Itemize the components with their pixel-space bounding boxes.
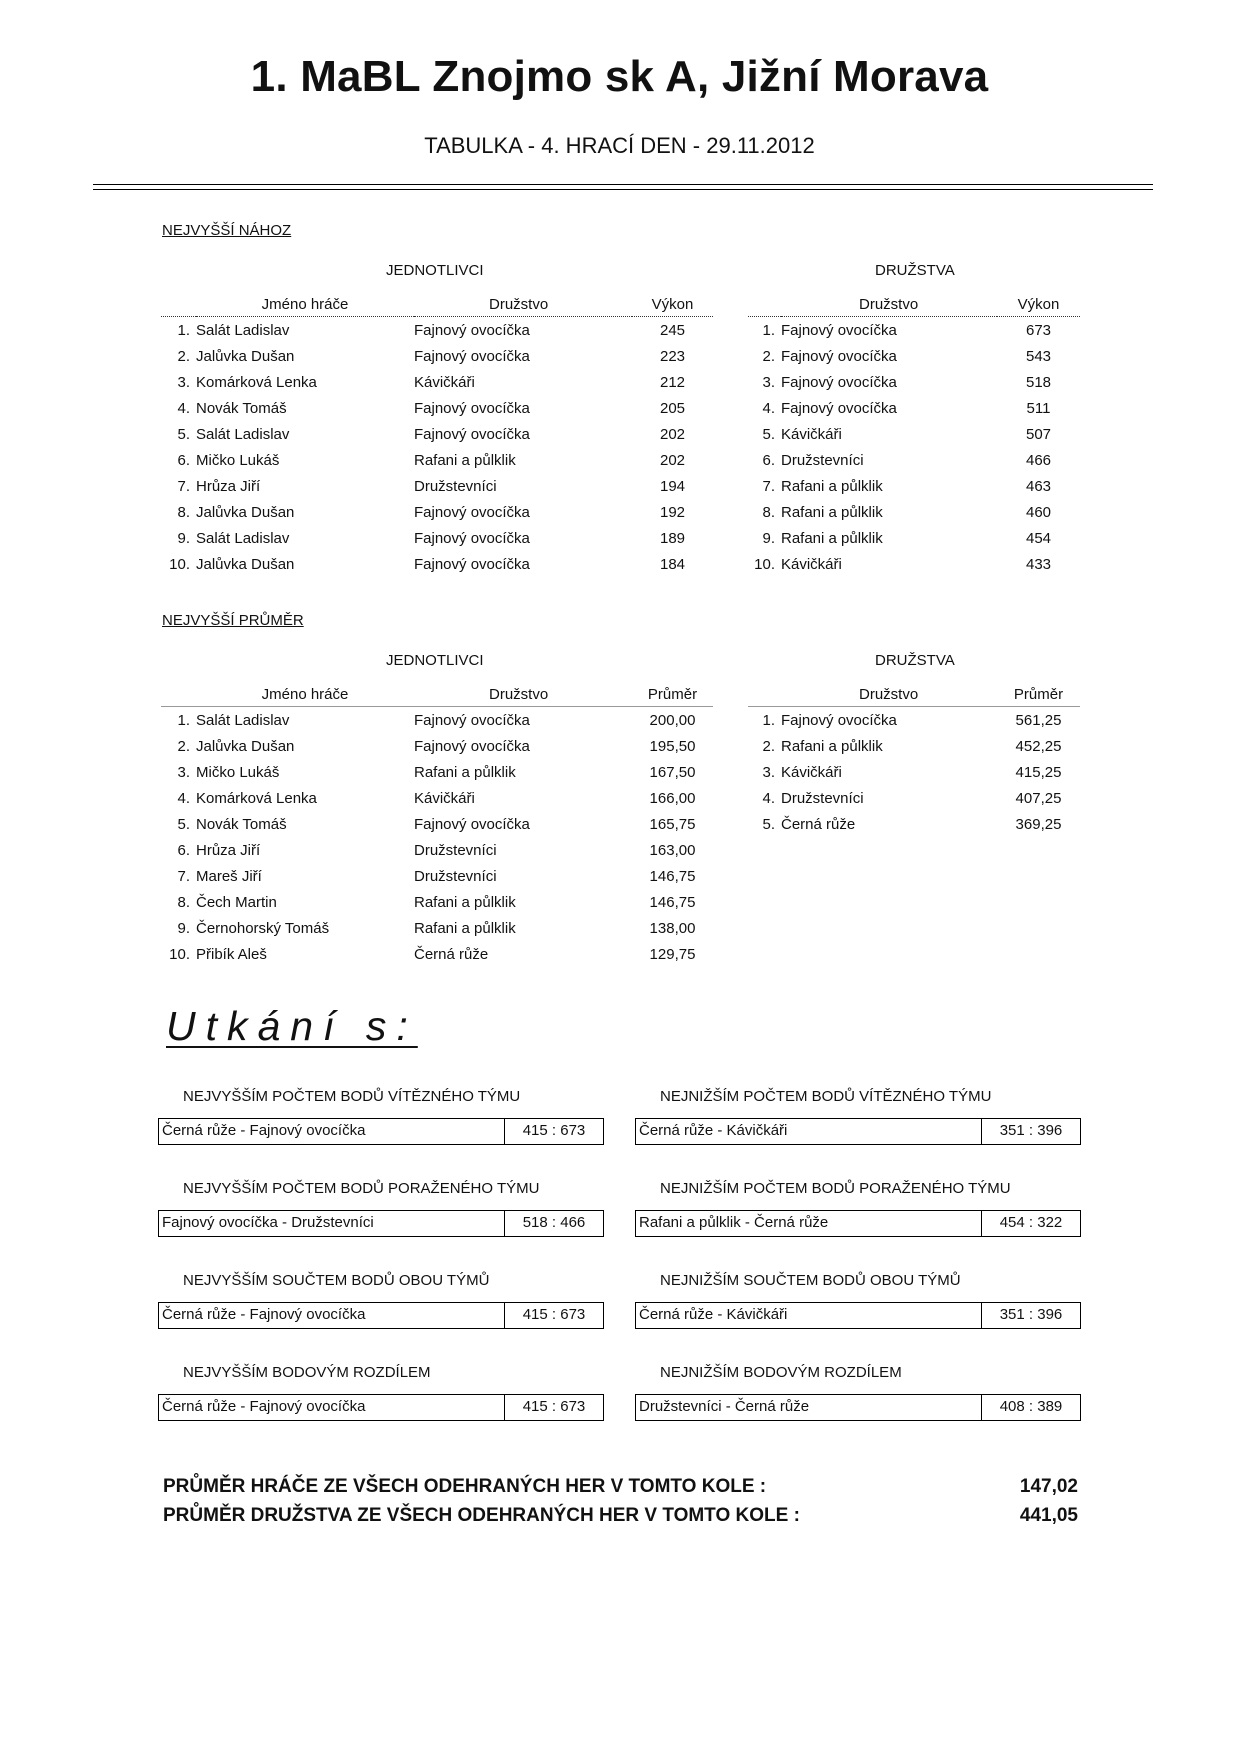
team-name-cell: Rafani a půlklik [781,477,883,495]
table-row [161,447,713,473]
match-score: 518 : 466 [522,1214,586,1231]
individuals-heading: JEDNOTLIVCI [386,652,484,669]
value-cell: 202 [659,425,686,443]
value-cell: 223 [659,347,686,365]
column-header-team: Družstvo [781,682,997,707]
match-teams: Černá růže - Fajnový ovocíčka [159,1303,505,1328]
value-cell: 205 [659,399,686,417]
value-cell: 369,25 [1015,815,1062,833]
individuals-heading: JEDNOTLIVCI [386,262,484,279]
team-name-cell: Fajnový ovocíčka [414,425,530,443]
value-cell: 452,25 [1015,737,1062,755]
column-header-value: Průměr [632,682,713,707]
match-teams: Černá růže - Fajnový ovocíčka [159,1395,505,1420]
table-header-row [161,292,713,317]
team-name-cell: Družstevníci [781,451,864,469]
match-category-label: NEJVYŠŠÍM SOUČTEM BODŮ OBOU TÝMŮ [183,1272,490,1289]
value-cell: 543 [1025,347,1052,365]
player-name-cell: Mičko Lukáš [196,763,280,781]
team-throw-table [748,292,1080,577]
table-row [748,343,1080,369]
value-cell: 146,75 [649,867,696,885]
match-teams: Družstevníci - Černá růže [636,1395,982,1420]
team-name-cell: Fajnový ovocíčka [781,321,897,339]
rank-cell: 9. [762,529,775,547]
table-row [161,785,713,811]
value-cell: 212 [659,373,686,391]
match-result-box [158,1394,604,1421]
player-name-cell: Salát Ladislav [196,321,290,339]
team-name-cell: Fajnový ovocíčka [781,347,897,365]
table-row [161,707,713,734]
rank-cell: 10. [169,555,190,573]
individual-throw-table [161,292,713,577]
column-header-player: Jméno hráče [196,292,414,317]
match-score: 415 : 673 [522,1306,586,1323]
table-row [748,707,1080,734]
matches-heading: Utkání s: [166,1003,418,1049]
player-name-cell: Komárková Lenka [196,789,317,807]
rank-cell: 1. [762,711,775,729]
value-cell: 454 [1025,529,1052,547]
match-category-label: NEJVYŠŠÍM POČTEM BODŮ VÍTĚZNÉHO TÝMU [183,1088,521,1105]
match-teams: Černá růže - Kávičkáři [636,1303,982,1328]
table-row [161,421,713,447]
team-name-cell: Fajnový ovocíčka [414,529,530,547]
rank-cell: 2. [177,347,190,365]
match-category-label: NEJNIŽŠÍM SOUČTEM BODŮ OBOU TÝMŮ [660,1272,961,1289]
rank-cell: 7. [177,477,190,495]
rank-cell: 5. [762,815,775,833]
table-row [161,863,713,889]
column-header-value: Průměr [997,682,1080,707]
player-name-cell: Novák Tomáš [196,399,287,417]
team-name-cell: Kávičkáři [781,555,842,573]
table-row [748,785,1080,811]
rank-cell: 4. [762,789,775,807]
player-name-cell: Hrůza Jiří [196,477,261,495]
value-cell: 507 [1025,425,1052,443]
column-header-value: Výkon [632,292,713,317]
table-row [748,551,1080,577]
table-row [748,447,1080,473]
table-row [748,395,1080,421]
team-name-cell: Fajnový ovocíčka [414,737,530,755]
rank-cell: 10. [754,555,775,573]
table-header-row [748,292,1080,317]
individual-average-table [161,682,713,967]
table-row [748,811,1080,837]
match-result-box [635,1302,1081,1329]
value-cell: 460 [1025,503,1052,521]
table-row [161,811,713,837]
match-result-box [158,1118,604,1145]
player-name-cell: Černohorský Tomáš [196,919,330,937]
match-score: 351 : 396 [999,1122,1063,1139]
rank-cell: 8. [762,503,775,521]
rank-cell: 5. [762,425,775,443]
value-cell: 518 [1025,373,1052,391]
table-row [748,525,1080,551]
value-cell: 192 [659,503,686,521]
table-header-row [748,682,1080,707]
rank-cell: 3. [762,763,775,781]
rank-cell: 7. [177,867,190,885]
team-name-cell: Rafani a půlklik [781,737,883,755]
column-header-player: Jméno hráče [196,682,414,707]
value-cell: 202 [659,451,686,469]
player-name-cell: Mareš Jiří [196,867,262,885]
team-name-cell: Družstevníci [414,477,497,495]
rank-cell: 8. [177,893,190,911]
value-cell: 245 [659,321,686,339]
value-cell: 415,25 [1015,763,1062,781]
player-name-cell: Novák Tomáš [196,815,287,833]
rank-cell: 3. [177,763,190,781]
page-title: 1. MaBL Znojmo sk A, Jižní Morava [250,52,989,101]
table-row [161,525,713,551]
player-name-cell: Čech Martin [196,893,277,911]
player-name-cell: Salát Ladislav [196,425,290,443]
match-teams: Rafani a půlklik - Černá růže [636,1211,982,1236]
team-name-cell: Rafani a půlklik [781,503,883,521]
rank-cell: 3. [177,373,190,391]
table-header-row [161,682,713,707]
header-divider [93,189,1153,190]
rank-cell: 9. [177,529,190,547]
player-name-cell: Komárková Lenka [196,373,317,391]
team-name-cell: Fajnový ovocíčka [414,711,530,729]
column-header-team: Družstvo [414,682,632,707]
team-average-table [748,682,1080,837]
player-name-cell: Jalůvka Dušan [196,555,295,573]
player-name-cell: Přibík Aleš [196,945,267,963]
match-teams: Černá růže - Kávičkáři [636,1119,982,1144]
player-name-cell: Jalůvka Dušan [196,347,295,365]
value-cell: 129,75 [649,945,696,963]
team-name-cell: Družstevníci [781,789,864,807]
match-result-box [158,1302,604,1329]
value-cell: 407,25 [1015,789,1062,807]
team-name-cell: Fajnový ovocíčka [781,373,897,391]
rank-cell: 5. [177,815,190,833]
value-cell: 167,50 [649,763,696,781]
value-cell: 433 [1025,555,1052,573]
table-row [161,369,713,395]
value-cell: 195,50 [649,737,696,755]
rank-cell: 5. [177,425,190,443]
value-cell: 146,75 [649,893,696,911]
match-score: 351 : 396 [999,1306,1063,1323]
value-cell: 189 [659,529,686,547]
team-name-cell: Černá růže [781,815,856,833]
table-row [161,551,713,577]
rank-cell: 1. [177,711,190,729]
player-name-cell: Mičko Lukáš [196,451,280,469]
value-cell: 466 [1025,451,1052,469]
rank-cell: 8. [177,503,190,521]
value-cell: 200,00 [649,711,696,729]
rank-cell: 9. [177,919,190,937]
match-category-label: NEJNIŽŠÍM POČTEM BODŮ PORAŽENÉHO TÝMU [660,1180,1011,1197]
rank-cell: 1. [762,321,775,339]
rank-cell: 4. [762,399,775,417]
table-row [161,395,713,421]
value-cell: 163,00 [649,841,696,859]
table-row [161,317,713,344]
match-category-label: NEJNIŽŠÍM POČTEM BODŮ VÍTĚZNÉHO TÝMU [660,1088,992,1105]
table-row [161,733,713,759]
column-header-team: Družstvo [414,292,632,317]
match-category-label: NEJNIŽŠÍM BODOVÝM ROZDÍLEM [660,1364,902,1381]
team-name-cell: Fajnový ovocíčka [414,321,530,339]
table-row [161,837,713,863]
match-result-box [635,1118,1081,1145]
value-cell: 561,25 [1015,711,1062,729]
match-score: 415 : 673 [522,1398,586,1415]
player-name-cell: Jalůvka Dušan [196,503,295,521]
table-row [161,889,713,915]
section-title-highest-throw: NEJVYŠŠÍ NÁHOZ [162,222,292,239]
match-result-box [635,1394,1081,1421]
table-row [161,915,713,941]
value-cell: 463 [1025,477,1052,495]
team-name-cell: Fajnový ovocíčka [414,399,530,417]
value-cell: 166,00 [649,789,696,807]
table-row [748,499,1080,525]
team-name-cell: Kávičkáři [414,373,475,391]
header-divider [93,184,1153,185]
value-cell: 194 [659,477,686,495]
match-result-box [158,1210,604,1237]
player-name-cell: Salát Ladislav [196,711,290,729]
rank-cell: 2. [177,737,190,755]
match-score: 454 : 322 [999,1214,1063,1231]
rank-cell: 6. [177,841,190,859]
team-name-cell: Rafani a půlklik [414,919,516,937]
match-score: 415 : 673 [522,1122,586,1139]
rank-cell: 7. [762,477,775,495]
match-result-box [635,1210,1081,1237]
team-name-cell: Družstevníci [414,841,497,859]
team-average-value: 441,05 [1019,1505,1078,1526]
team-name-cell: Fajnový ovocíčka [414,815,530,833]
table-row [748,733,1080,759]
value-cell: 138,00 [649,919,696,937]
team-name-cell: Kávičkáři [414,789,475,807]
table-row [161,473,713,499]
table-row [748,317,1080,344]
team-name-cell: Fajnový ovocíčka [781,711,897,729]
match-category-label: NEJVYŠŠÍM POČTEM BODŮ PORAŽENÉHO TÝMU [183,1180,540,1197]
value-cell: 184 [659,555,686,573]
team-name-cell: Fajnový ovocíčka [414,555,530,573]
column-header-value: Výkon [997,292,1080,317]
player-name-cell: Jalůvka Dušan [196,737,295,755]
value-cell: 673 [1025,321,1052,339]
table-row [161,941,713,967]
rank-cell: 2. [762,737,775,755]
rank-cell: 6. [177,451,190,469]
team-name-cell: Kávičkáři [781,425,842,443]
match-teams: Fajnový ovocíčka - Družstevníci [159,1211,505,1236]
teams-heading: DRUŽSTVA [875,262,955,279]
section-title-highest-average: NEJVYŠŠÍ PRŮMĚR [162,612,304,629]
team-name-cell: Fajnový ovocíčka [781,399,897,417]
team-name-cell: Fajnový ovocíčka [414,347,530,365]
table-row [748,473,1080,499]
teams-heading: DRUŽSTVA [875,652,955,669]
value-cell: 511 [1026,399,1051,417]
table-row [748,759,1080,785]
player-average-label: PRŮMĚR HRÁČE ZE VŠECH ODEHRANÝCH HER V TOMTO KOLE : [163,1476,767,1497]
table-row [161,343,713,369]
table-row [748,369,1080,395]
table-row [161,499,713,525]
team-name-cell: Rafani a půlklik [414,893,516,911]
column-header-team: Družstvo [781,292,997,317]
table-row [161,759,713,785]
table-row [748,421,1080,447]
rank-cell: 10. [169,945,190,963]
team-name-cell: Kávičkáři [781,763,842,781]
rank-cell: 4. [177,789,190,807]
team-name-cell: Družstevníci [414,867,497,885]
value-cell: 165,75 [649,815,696,833]
rank-cell: 4. [177,399,190,417]
match-teams: Černá růže - Fajnový ovocíčka [159,1119,505,1144]
team-name-cell: Rafani a půlklik [414,451,516,469]
match-category-label: NEJVYŠŠÍM BODOVÝM ROZDÍLEM [183,1364,431,1381]
team-name-cell: Fajnový ovocíčka [414,503,530,521]
player-name-cell: Hrůza Jiří [196,841,261,859]
player-name-cell: Salát Ladislav [196,529,290,547]
player-average-value: 147,02 [1019,1476,1078,1497]
match-score: 408 : 389 [999,1398,1063,1415]
team-name-cell: Rafani a půlklik [414,763,516,781]
team-name-cell: Rafani a půlklik [781,529,883,547]
rank-cell: 1. [177,321,190,339]
team-name-cell: Černá růže [414,945,489,963]
page-subtitle: TABULKA - 4. HRACÍ DEN - 29.11.2012 [424,133,815,158]
rank-cell: 6. [762,451,775,469]
rank-cell: 2. [762,347,775,365]
team-average-label: PRŮMĚR DRUŽSTVA ZE VŠECH ODEHRANÝCH HER V TOMTO KOLE : [163,1505,800,1526]
rank-cell: 3. [762,373,775,391]
